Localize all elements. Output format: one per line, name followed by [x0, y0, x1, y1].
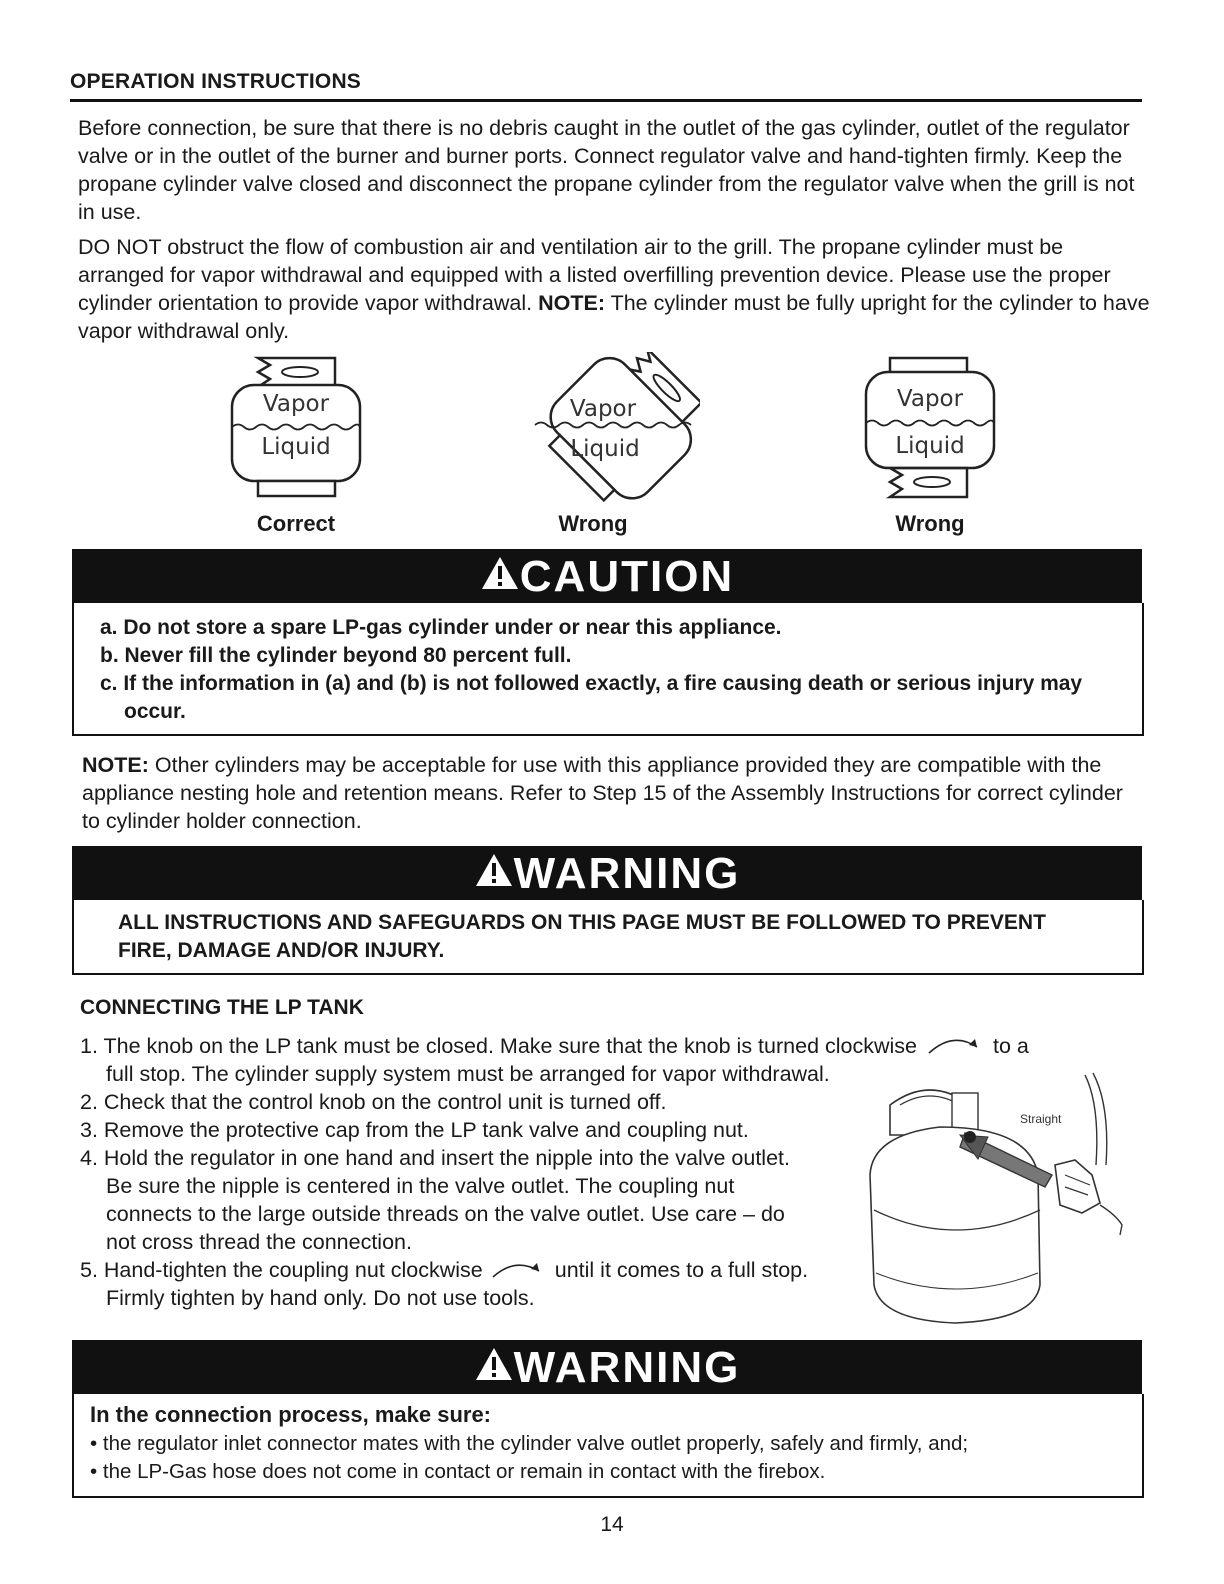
step-1-text-end: to a: [992, 1034, 1029, 1058]
caution-list: [100, 614, 1110, 726]
note-label: NOTE:: [82, 753, 149, 777]
label-wrong-inverted: Wrong: [895, 511, 965, 536]
step-5-text: 5. Hand-tighten the coupling nut clockwise: [80, 1258, 483, 1282]
paragraph-connection: Before connection, be sure that there is no debris caught in the outlet of the gas cylinder, outlet of the regulator valve or in the outlet of the burner and burner ports. Connect regulator valve and hand-tighten firmly. Keep the propane cylinder valve closed and disconnect the propane cylinder from the regulator valve when the grill is not in use.: [78, 116, 1135, 224]
section-heading: OPERATION INSTRUCTIONS: [70, 70, 362, 93]
caution-item: b. Never fill the cylinder beyond 80 percent full.: [100, 644, 572, 667]
lp-tank-connection-illustration: [860, 1065, 1140, 1335]
paragraph-obstruct-note: The cylinder must be fully upright for the cylinder to have vapor withdrawal only.: [78, 291, 1150, 343]
warning-banner: [72, 846, 1142, 900]
caution-banner: [72, 549, 1142, 603]
alert-triangle-icon: [474, 1346, 514, 1382]
warning-bullet: • the regulator inlet connector mates with the cylinder valve outlet properly, safely and firmly, and;: [90, 1432, 969, 1455]
step-5-text-end: until it comes to a full stop. Firmly tighten by hand only. Do not use tools.: [106, 1258, 809, 1310]
paragraph-obstruct-text: DO NOT obstruct the flow of combustion air and ventilation air to the grill. The propane cylinder must be arranged for vapor withdrawal and equipped with a listed overfilling prevention device. Please use the proper cylinder orientation to provide vapor withdrawal.: [78, 235, 1111, 315]
step-5: [80, 1256, 840, 1312]
step-2-text: 2. Check that the control knob on the control unit is turned off.: [80, 1090, 667, 1114]
liquid-label: Liquid: [570, 436, 640, 462]
caution-item: a. Do not store a spare LP-gas cylinder under or near this appliance.: [100, 616, 782, 639]
caution-title: CAUTION: [519, 552, 735, 601]
liquid-label: Liquid: [261, 434, 331, 460]
heading-rule: [70, 99, 1142, 102]
cylinder-upright-diagram: [225, 355, 370, 500]
step-2: [80, 1088, 880, 1116]
paragraph-obstruct: [78, 233, 1153, 345]
warning-title: WARNING: [513, 1343, 741, 1392]
warning-title: WARNING: [513, 849, 741, 898]
vapor-label: Vapor: [896, 386, 964, 412]
step-1-text: 1. The knob on the LP tank must be closed. Make sure that the knob is turned clockwise: [80, 1034, 917, 1058]
warning-banner: [72, 1340, 1142, 1394]
warning-bullet: • the LP-Gas hose does not come in contact or remain in contact with the firebox.: [90, 1460, 826, 1483]
cylinder-inverted-diagram: [862, 355, 1007, 500]
label-correct: Correct: [256, 511, 336, 536]
step-1-cont: full stop. The cylinder supply system must be arranged for vapor withdrawal.: [106, 1062, 830, 1086]
vapor-label: Vapor: [569, 396, 637, 422]
caution-item: c. If the information in (a) and (b) is not followed exactly, a fire causing death or serious injury may occur.: [100, 672, 1083, 723]
label-wrong-tilted: Wrong: [558, 511, 628, 536]
note-cylinders-text: Other cylinders may be acceptable for use with this appliance provided they are compatible with the appliance nesting hole and retention means. Refer to Step 15 of the Assembly Instructions for correct cylinder to cylinder holder connection.: [82, 753, 1123, 833]
warning-text: ALL INSTRUCTIONS AND SAFEGUARDS ON THIS PAGE MUST BE FOLLOWED TO PREVENT FIRE, DAMAGE AND/OR INJURY.: [118, 911, 1046, 962]
connecting-heading: CONNECTING THE LP TANK: [80, 996, 364, 1019]
straight-label: Straight: [1020, 1112, 1062, 1126]
vapor-label: Vapor: [262, 391, 330, 417]
clockwise-arrow-icon: [923, 1033, 987, 1061]
alert-triangle-icon: [474, 852, 514, 888]
warning-intro: In the connection process, make sure:: [90, 1402, 492, 1427]
note-label: NOTE:: [538, 291, 605, 315]
clockwise-arrow-icon: [489, 1259, 549, 1283]
step-4-text: 4. Hold the regulator in one hand and insert the nipple into the valve outlet. Be sure the nipple is centered in the valve outlet. The coupling nut connects to the large outside threads on the valve outlet. Use care – do not cross thread the connection.: [80, 1146, 790, 1254]
step-4: [80, 1144, 820, 1256]
page-number: 14: [600, 1513, 624, 1536]
step-3-text: 3. Remove the protective cap from the LP tank valve and coupling nut.: [80, 1118, 749, 1142]
step-1: [80, 1032, 1140, 1061]
step-3: [80, 1116, 880, 1144]
liquid-label: Liquid: [895, 433, 965, 459]
alert-triangle-icon: [480, 555, 520, 591]
cylinder-tilted-diagram: [525, 352, 700, 512]
note-cylinders: [82, 751, 1142, 835]
